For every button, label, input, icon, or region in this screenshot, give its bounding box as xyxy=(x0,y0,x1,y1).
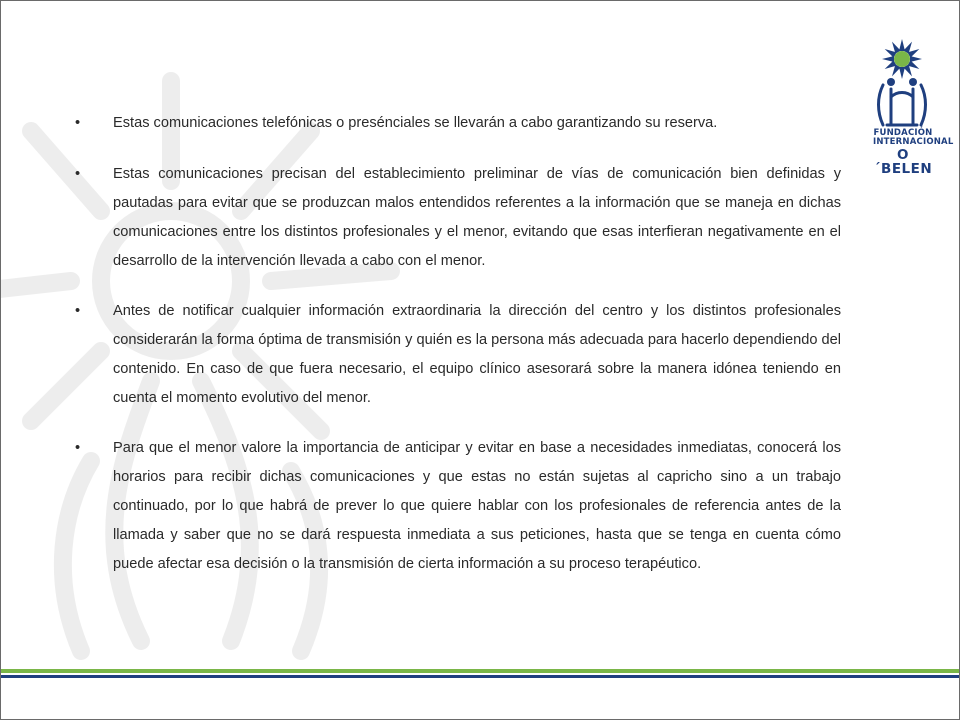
bullet-marker: • xyxy=(75,166,81,182)
bullet-item xyxy=(75,297,841,413)
bullet-item xyxy=(75,109,841,138)
bullet-text: Antes de notificar cualquier información extraordinaria la dirección del centro y los distintos profesionales considerarán la forma óptima de transmisión y quién es la persona más adecuada para hacerlo dependiendo del contenido. En caso de que fuera necesario, el equipo clínico asesorará sobre la manera idónea teniendo en cuenta el momento evolutivo del menor. xyxy=(113,303,841,406)
footer-blue-rule xyxy=(1,675,959,678)
logo-line-2: INTERNACIONAL xyxy=(873,136,954,147)
bullet-text: Estas comunicaciones precisan del establecimiento preliminar de vías de comunicación bien definidas y pautadas para evitar que se produzcan malos entendidos referentes a la información que se maneja en dichas comunicaciones entre los distintos profesionales y el menor, evitando que esas interfieran negativamente en el desarrollo de la intervención llevada a cabo con el menor. xyxy=(113,166,841,269)
bullet-marker: • xyxy=(75,115,81,131)
footer-green-rule xyxy=(1,669,959,673)
logo-line-1: FUNDACIÓN xyxy=(873,128,933,138)
logo-line-3: O´BELEN xyxy=(873,146,933,178)
bullet-marker: • xyxy=(75,440,81,456)
logo-text xyxy=(873,128,954,178)
bullet-text: Estas comunicaciones telefónicas o presénciales se llevarán a cabo garantizando su reserva. xyxy=(113,115,718,131)
bullet-item xyxy=(75,160,841,276)
bullet-marker: • xyxy=(75,303,81,319)
bullet-text: Para que el menor valore la importancia de anticipar y evitar en base a necesidades inmediatas, conocerá los horarios para recibir dichas comunicaciones y que estas no están sujetas al capricho sino a un trabajo continuado, por lo que habrá de prever lo que quiere hablar con los profesionales de referencia antes de la llamada y saber que no se dará respuesta inmediata a sus peticiones, hasta que se tenga en cuenta cómo puede afectar esa decisión o la transmisión de cierta información a su proceso terapéutico. xyxy=(113,440,841,572)
bullet-item xyxy=(75,434,841,579)
bullet-list xyxy=(75,109,841,600)
